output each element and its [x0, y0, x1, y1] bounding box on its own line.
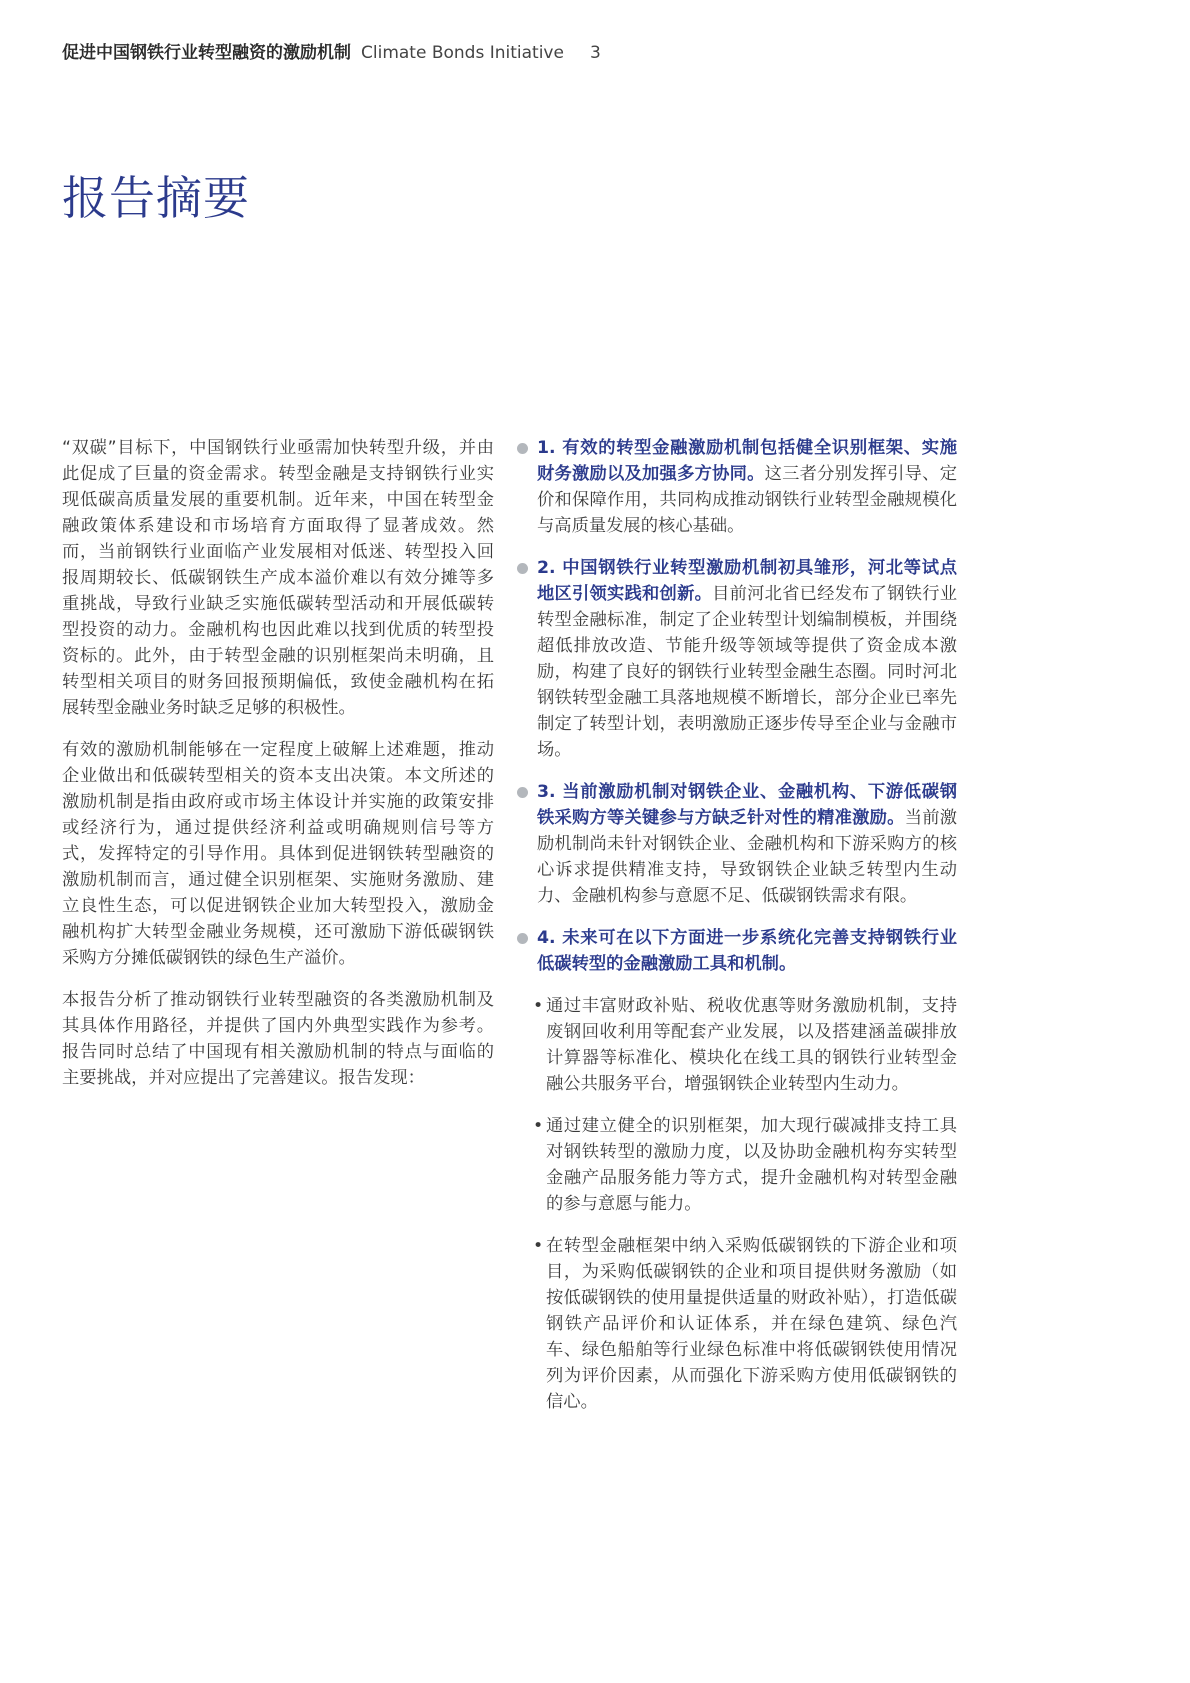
- bullet-dot-icon: [517, 933, 528, 944]
- finding-body: 这三者分别发挥引导、定价和保障作用，共同构成推动钢铁行业转型金融规模化与高质量发展的核心基础。: [537, 464, 957, 536]
- finding-item: [517, 925, 957, 977]
- organization-name: Climate Bonds Initiative: [361, 43, 564, 63]
- finding-heading: 1. 有效的转型金融激励机制包括健全识别框架、实施财务激励以及加强多方协同。: [537, 438, 957, 484]
- finding-heading: 3. 当前激励机制对钢铁企业、金融机构、下游低碳钢铁采购方等关键参与方缺乏针对性的精准激励。: [537, 782, 957, 828]
- report-title: 促进中国钢铁行业转型融资的激励机制: [62, 43, 351, 63]
- intro-paragraph: 有效的激励机制能够在一定程度上破解上述难题，推动企业做出和低碳转型相关的资本支出决策。本文所述的激励机制是指由政府或市场主体设计并实施的政策安排或经济行为，通过提供经济利益或明确规则信号等方式，发挥特定的引导作用。具体到促进钢铁转型融资的激励机制而言，通过健全识别框架、实施财务激励、建立良性生态，可以促进钢铁企业加大转型投入，激励金融机构扩大转型金融业务规模，还可激励下游低碳钢铁采购方分摊低碳钢铁的绿色生产溢价。: [62, 740, 494, 968]
- intro-paragraph: “双碳”目标下，中国钢铁行业亟需加快转型升级，并由此促成了巨量的资金需求。转型金融是支持钢铁行业实现低碳高质量发展的重要机制。近年来，中国在转型金融政策体系建设和市场培育方面取得了显著成效。然而，当前钢铁行业面临产业发展相对低迷、转型投入回报周期较长、低碳钢铁生产成本溢价难以有效分摊等多重挑战，导致行业缺乏实施低碳转型活动和开展低碳转型投资的动力。金融机构也因此难以找到优质的转型投资标的。此外，由于转型金融的识别框架尚未明确，且转型相关项目的财务回报预期偏低，致使金融机构在拓展转型金融业务时缺乏足够的积极性。: [62, 438, 494, 718]
- intro-paragraph: 本报告分析了推动钢铁行业转型融资的各类激励机制及其具体作用路径，并提供了国内外典型实践作为参考。报告同时总结了中国现有相关激励机制的特点与面临的主要挑战，并对应提出了完善建议。报告发现：: [62, 990, 494, 1088]
- page-header: [62, 38, 601, 63]
- finding-item: [517, 555, 957, 763]
- finding-body: 当前激励机制尚未针对钢铁企业、金融机构和下游采购方的核心诉求提供精准支持，导致钢铁企业缺乏转型内生动力、金融机构参与意愿不足、低碳钢铁需求有限。: [537, 808, 957, 906]
- finding-heading: 2. 中国钢铁行业转型激励机制初具雏形，河北等试点地区引领实践和创新。: [537, 558, 957, 604]
- page-title: 报告摘要: [62, 171, 250, 225]
- finding-body: 目前河北省已经发布了钢铁行业转型金融标准，制定了企业转型计划编制模板，并围绕超低排放改造、节能升级等领域等提供了资金成本激励，构建了良好的钢铁行业转型金融生态圈。同时河北钢铁转型金融工具落地规模不断增长，部分企业已率先制定了转型计划，表明激励正逐步传导至企业与金融市场。: [537, 584, 957, 760]
- finding-heading: 4. 未来可在以下方面进一步系统化完善支持钢铁行业低碳转型的金融激励工具和机制。: [537, 928, 957, 974]
- bullet-dot-icon: [517, 443, 528, 454]
- recommendation-text: 在转型金融框架中纳入采购低碳钢铁的下游企业和项目，为采购低碳钢铁的企业和项目提供财务激励（如按低碳钢铁的使用量提供适量的财政补贴），打造低碳钢铁产品评价和认证体系，并在绿色建筑、绿色汽车、绿色船舶等行业绿色标准中将低碳钢铁使用情况列为评价因素，从而强化下游采购方使用低碳钢铁的信心。: [546, 1236, 957, 1412]
- page-number: 3: [589, 43, 601, 63]
- sub-bullet-icon: •: [533, 996, 544, 1016]
- recommendation-item: [517, 993, 957, 1097]
- recommendation-text: 通过丰富财政补贴、税收优惠等财务激励机制，支持废钢回收利用等配套产业发展，以及搭建涵盖碳排放计算器等标准化、模块化在线工具的钢铁行业转型金融公共服务平台，增强钢铁企业转型内生动力。: [546, 996, 957, 1094]
- sub-bullet-icon: •: [533, 1236, 544, 1256]
- recommendation-item: [517, 1113, 957, 1217]
- recommendation-text: 通过建立健全的识别框架，加大现行碳减排支持工具对钢铁转型的激励力度，以及协助金融机构夯实转型金融产品服务能力等方式，提升金融机构对转型金融的参与意愿与能力。: [546, 1116, 957, 1214]
- bullet-dot-icon: [517, 563, 528, 574]
- left-column: [62, 435, 494, 1107]
- finding-item: [517, 779, 957, 909]
- sub-bullet-icon: •: [533, 1116, 544, 1136]
- finding-item: [517, 435, 957, 539]
- recommendation-item: [517, 1233, 957, 1415]
- findings-column: [517, 435, 957, 1431]
- bullet-dot-icon: [517, 787, 528, 798]
